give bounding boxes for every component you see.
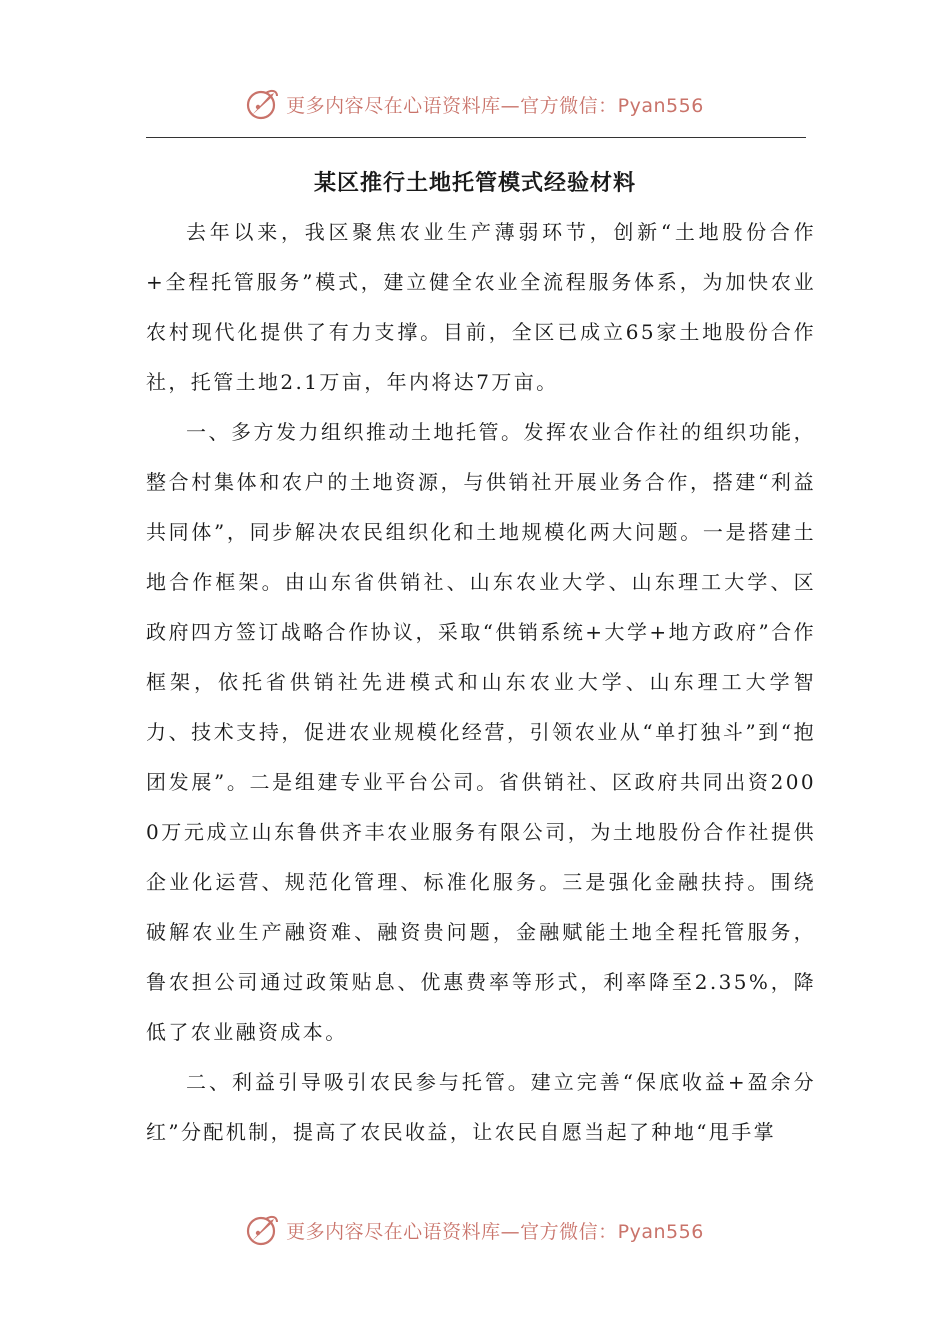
pen-logo-icon — [246, 87, 280, 121]
document-body — [146, 207, 816, 1157]
paragraph-section-one: 一、多方发力组织推动土地托管。发挥农业合作社的组织功能，整合村集体和农户的土地资源，与供销社开展业务合作，搭建“利益共同体”，同步解决农民组织化和土地规模化两大问题。一是搭建土地合作框架。由山东省供销社、山东农业大学、山东理工大学、区政府四方签订战略合作协议，采取“供销系统+大学+地方政府”合作框架，依托省供销社先进模式和山东农业大学、山东理工大学智力、技术支持，促进农业规模化经营，引领农业从“单打独斗”到“抱团发展”。二是组建专业平台公司。省供销社、区政府共同出资2000万元成立山东鲁供齐丰农业服务有限公司，为土地股份合作社提供企业化运营、规范化管理、标准化服务。三是强化金融扶持。围绕破解农业生产融资难、融资贵问题，金融赋能土地全程托管服务，鲁农担公司通过政策贴息、优惠费率等形式，利率降至2.35%，降低了农业融资成本。 — [146, 420, 816, 1044]
page-title: 某区推行土地托管模式经验材料 — [313, 171, 636, 196]
header-banner — [0, 84, 950, 124]
footer-banner-text: 更多内容尽在心语资料库—官方微信：Pyan556 — [286, 1220, 704, 1243]
pen-logo-icon — [246, 1213, 280, 1247]
header-banner-text: 更多内容尽在心语资料库—官方微信：Pyan556 — [286, 94, 704, 117]
paragraph-intro: 去年以来，我区聚焦农业生产薄弱环节，创新“土地股份合作+全程托管服务”模式，建立健全农业全流程服务体系，为加快农业农村现代化提供了有力支撑。目前，全区已成立65家土地股份合作社，托管土地2.1万亩，年内将达7万亩。 — [146, 220, 816, 394]
paragraph-section-two: 二、利益引导吸引农民参与托管。建立完善“保底收益+盈余分红”分配机制，提高了农民收益，让农民自愿当起了种地“甩手掌 — [146, 1070, 816, 1144]
footer-banner — [0, 1210, 950, 1250]
header-divider — [146, 137, 806, 138]
